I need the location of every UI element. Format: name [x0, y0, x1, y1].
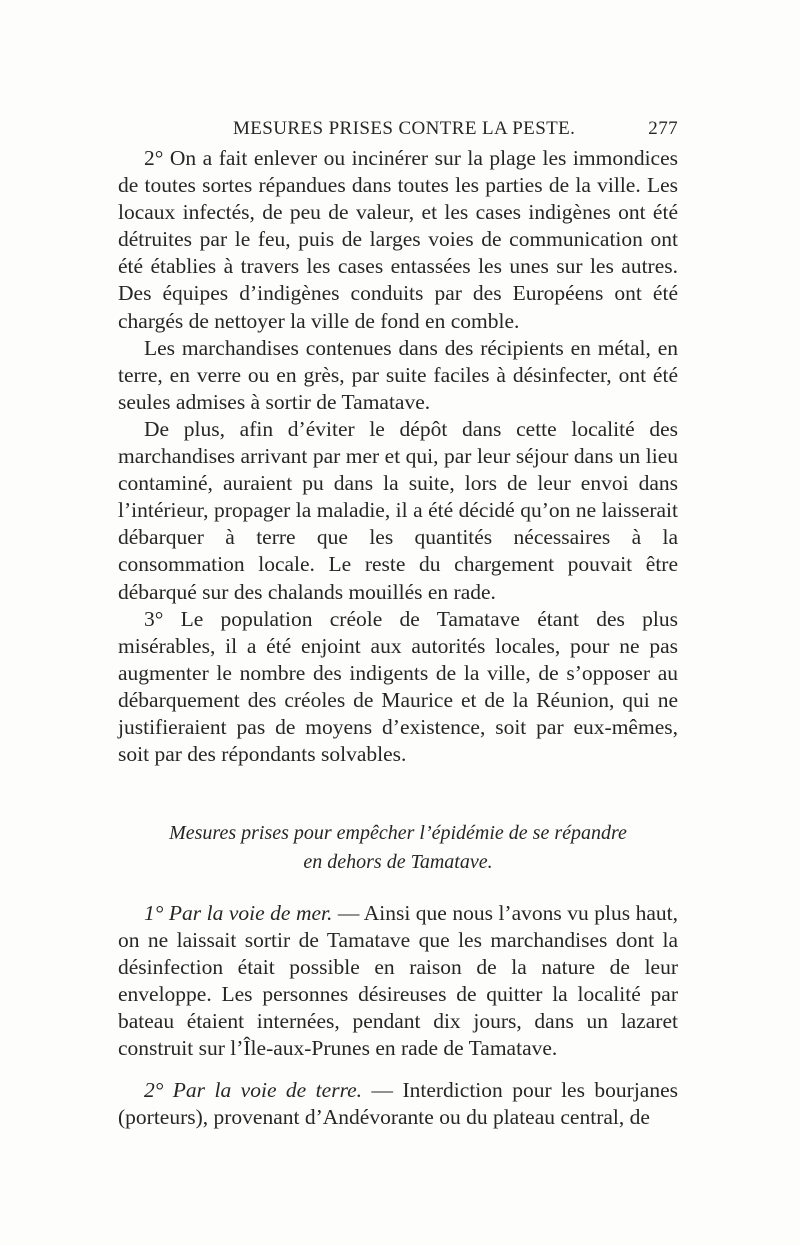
section-heading-line: Mesures prises pour empêcher l’épidémie de se répandre	[169, 822, 627, 844]
paragraph	[118, 1077, 678, 1131]
paragraph-lead: 1° Par la voie de mer.	[144, 901, 333, 925]
paragraph-text: — Interdiction pour les bourjanes (porteurs), provenant d’Andévorante ou du plateau central, de	[118, 1077, 678, 1129]
section-heading	[118, 819, 678, 877]
paragraph: De plus, afin d’éviter le dépôt dans cette localité des marchandises arrivant par mer et qui, par leur séjour dans un lieu contaminé, auraient pu dans la suite, lors de leur envoi dans l’intérieur, propager la maladie, il a été décidé qu’on ne laisserait débarquer à terre que les quantités nécessaires à la consommation locale. Le reste du chargement pouvait être débarqué sur des chalands mouillés en rade.	[118, 416, 678, 604]
paragraph	[118, 900, 678, 1063]
paragraph: 3° Le population créole de Tamatave étant des plus misérables, il a été enjoint aux autorités locales, pour ne pas augmenter le nombre des indigents de la ville, de s’opposer au débarquement des créoles de Maurice et de la Réunion, qui ne justifieraient pas de moyens d’existence, soit par eux-mêmes, soit par des répondants solvables.	[118, 606, 678, 767]
paragraph: Les marchandises contenues dans des récipients en métal, en terre, en verre ou en grès, par suite faciles à désinfecter, ont été seules admises à sortir de Tamatave.	[118, 335, 678, 414]
paragraph-text: — Ainsi que nous l’avons vu plus haut, on ne laissait sortir de Tamatave que les marchandises dont la désinfection était possible en raison de la nature de leur enveloppe. Les personnes désireuses de quitter la localité par bateau étaient internées, pendant dix jours, dans un lazaret construit sur l’Île-aux-Prunes en rade de Tamatave.	[118, 901, 678, 1061]
section-heading-line: en dehors de Tamatave.	[303, 851, 493, 873]
page-number: 277	[648, 118, 678, 139]
paragraph: 2° On a fait enlever ou incinérer sur la plage les immondices de toutes sortes répandues dans toutes les parties de la ville. Les locaux infectés, de peu de valeur, et les cases indigènes ont été détruites par le feu, puis de larges voies de communication ont été établies à travers les cases entassées les unes sur les autres. Des équipes d’indigènes conduits par des Européens ont été chargés de nettoyer la ville de fond en comble.	[118, 146, 678, 333]
running-title: MESURES PRISES CONTRE LA PESTE.	[233, 118, 576, 139]
body-text	[118, 145, 678, 768]
running-head	[118, 118, 678, 144]
paragraph-lead: 2° Par la voie de terre.	[144, 1077, 363, 1102]
section-body	[118, 900, 678, 1131]
